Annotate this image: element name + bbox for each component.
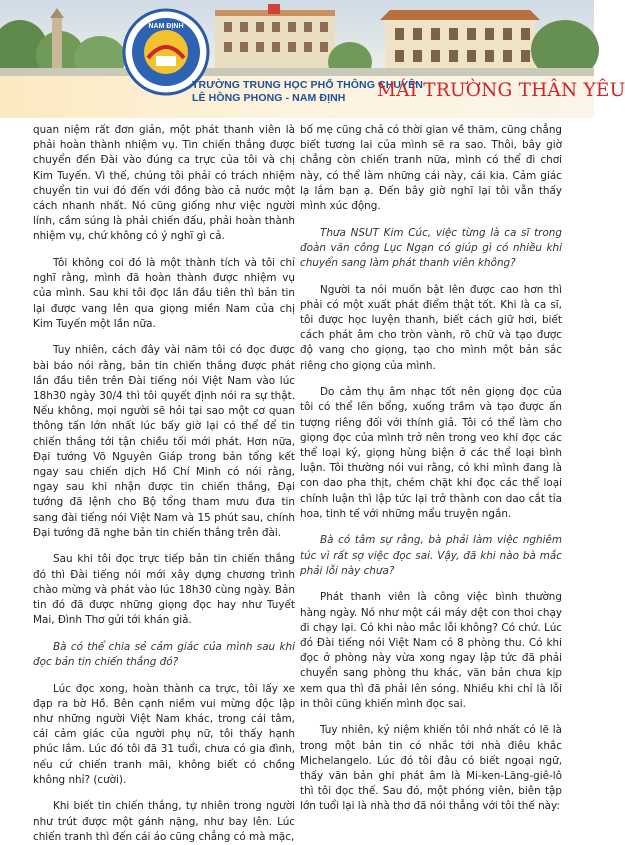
- interview-question: Thưa NSUT Kim Cúc, việc từng là ca sĩ trong đoàn văn công Lục Ngạn có giúp gì có nhiều khi chuyển sang làm phát thanh viên không?: [300, 226, 562, 270]
- paragraph: Sau khi tôi đọc trực tiếp bản tin chiến thắng đó thì Đài tiếng nói mới xây dựng chương trình chào mừng và phát vào lúc 18h30 cùng ngày. Bản tin đó đã được những giọng đọc hay như Tuyết Mai, Đình Thơ gửi tới khán giả.: [33, 553, 295, 627]
- paragraph: Tuy nhiên, kỷ niệm khiến tôi nhớ nhất có lẽ là trong một bản tin có nhắc tới nhà điêu khắc Michelangelo. Lúc đó tôi đâu có biết ngoại ngữ, thấy văn bản ghi phát âm là Mi-ken-Lăng-giê-lô thì tôi đọc thế. Sau đó, một phóng viên, biên tập lớn tuổi lại là nhà thơ đã nói thẳng với tôi thế này:: [300, 724, 562, 813]
- svg-text:NAM ĐỊNH: NAM ĐỊNH: [148, 23, 184, 30]
- paragraph: Tuy nhiên, cách đây vài năm tôi có đọc được bài báo nói rằng, bản tin chiến thắng được phát lần đầu tiên trên Đài tiếng nói Việt Nam vào lúc 18h30 ngày 30/4 thì tôi quyết định nói ra sự thật. Nếu không, mọi người sẽ hỏi tại sao một cơ quan thông tấn lớn nhất lúc bấy giờ lại có thể để tin chiến thắng tới tận chiều tối mới phát. Hơn nữa, Đại tướng Võ Nguyên Giáp trong bản tổng kết ngay sau chiến dịch Hồ Chí Minh có nói rằng, ngay sau khi nhận được tin chiến thắng, Đại tướng đã lệnh cho Bộ tổng tham mưu đưa tin sang đài tiếng nói Việt Nam và 15 phút sau, chính Đại tướng đã nghe bản tin chiến thắng trên đài.: [33, 344, 295, 539]
- paragraph: Lúc đọc xong, hoàn thành ca trực, tôi lấy xe đạp ra bờ Hồ. Bên cạnh niềm vui mừng độc lập như những người Việt Nam khác, trong cái tâm, cái cảm giác của người phụ nữ, tôi thấy hạnh phúc lắm. Lúc đó tôi đã 31 tuổi, chưa có gia đình, nếu cứ chiến tranh mãi, không biết có chồng không nhỉ? (cười).: [33, 682, 295, 786]
- motto-title: MÁI TRƯỜNG THÂN YÊU: [377, 80, 625, 101]
- school-buildings-photo: [0, 0, 594, 78]
- article-column-left: [33, 123, 295, 845]
- page-header: [0, 0, 625, 118]
- interview-question: Bà có thể chia sẻ cảm giác của mình sau khi đọc bản tin chiến thắng đó?: [33, 640, 295, 669]
- paragraph: Tôi không coi đó là một thành tích và tôi chỉ nghĩ rằng, mình đã hoàn thành được nhiệm vụ của mình. Sau khi tôi đọc lần đầu tiên thì bản tin lại được vang lên qua giọng miền Nam của chị Kim Tuyến một lần nữa.: [33, 257, 295, 330]
- school-name-line1: TRƯỜNG TRUNG HỌC PHỔ THÔNG CHUYÊN: [192, 79, 423, 91]
- paragraph: Người ta nói muốn bật lên được cao hơn thì phải có một xuất phát điểm thật tốt. Khi là ca sĩ, tôi được học luyện thanh, biết cách giữ hơi, biết cách phát âm cho tròn vành, rõ chữ và tạo được độ vang cho giọng, tạo cho mình một bản sắc riêng cho giọng của mình.: [300, 283, 562, 372]
- interview-question: Bà có tâm sự rằng, bà phải làm việc nghiêm túc vì rất sợ việc đọc sai. Vậy, đã khi nào bà mắc phải lỗi này chưa?: [300, 534, 562, 577]
- article-column-right: [300, 123, 562, 815]
- paragraph: quan niệm rất đơn giản, một phát thanh viên là phải hoàn thành nhiệm vụ. Tin chiến thắng được chuyển đến Đài vào đúng ca trực của tôi và chị Kim Tuyến. Vì thế, chúng tôi phải có trách nhiệm chuyển tin vui đó đến với đồng bào cả nước một cách nhanh nhất. Nó cũng giống như việc người lính, cầm súng là phải chiến đấu, phải hoàn thành nhiệm vụ, chứ không có ý nghĩ gì cả.: [33, 124, 295, 243]
- paragraph: bố mẹ cũng chả có thời gian về thăm, cũng chẳng biết tương lai của mình sẽ ra sao. Thôi, bây giờ chẳng còn chiến tranh nữa, mình có thể đi chơi này, có thể làm những cái này, cái kia. Cảm giác lạ lắm bạn ạ. Đến bây giờ nghĩ lại tôi vẫn thấy mình xúc động.: [300, 124, 562, 213]
- school-name-line2: LÊ HỒNG PHONG - NAM ĐỊNH: [192, 92, 346, 104]
- paragraph: Khi biết tin chiến thắng, tự nhiên trong người như trút được một gánh nặng, như bay lên. Lúc chiến tranh thì đến cái áo cũng chẳng có mà mặc,: [33, 800, 295, 843]
- paragraph: Phát thanh viên là công việc bình thường hàng ngày. Nó như một cái máy dệt con thoi chạy đi chạy lại. Có khi nào mắc lỗi không? Có chứ. Lúc đó Đài tiếng nói Việt Nam có 8 phòng thu. Có khi đọc ở phòng này vừa xong ngay lập tức đã phải chuyển sang phòng thu khác, văn bản chưa kịp xem qua thì đã phải lên sóng. Nhiều khi chỉ là lỗi in thôi cũng khiến mình đọc sai.: [300, 591, 562, 710]
- paragraph: Do cảm thụ âm nhạc tốt nên giọng đọc của tôi có thể lên bổng, xuống trầm và tạo được ấn tượng riêng đối với thính giả. Tôi có thể làm cho giọng đọc của mình trở nên trong veo khi đọc các thể loại ký, giọng hùng biện ở các thể loại bình luận. Tôi thường nói vui rằng, có khi mình đang là con dao pha thịt, chém chặt khi đọc các thể loại chính luận thì lập tức lại trở thành con dao cắt tỉa hoa, tinh tế với những mẩu truyện ngắn.: [300, 386, 562, 520]
